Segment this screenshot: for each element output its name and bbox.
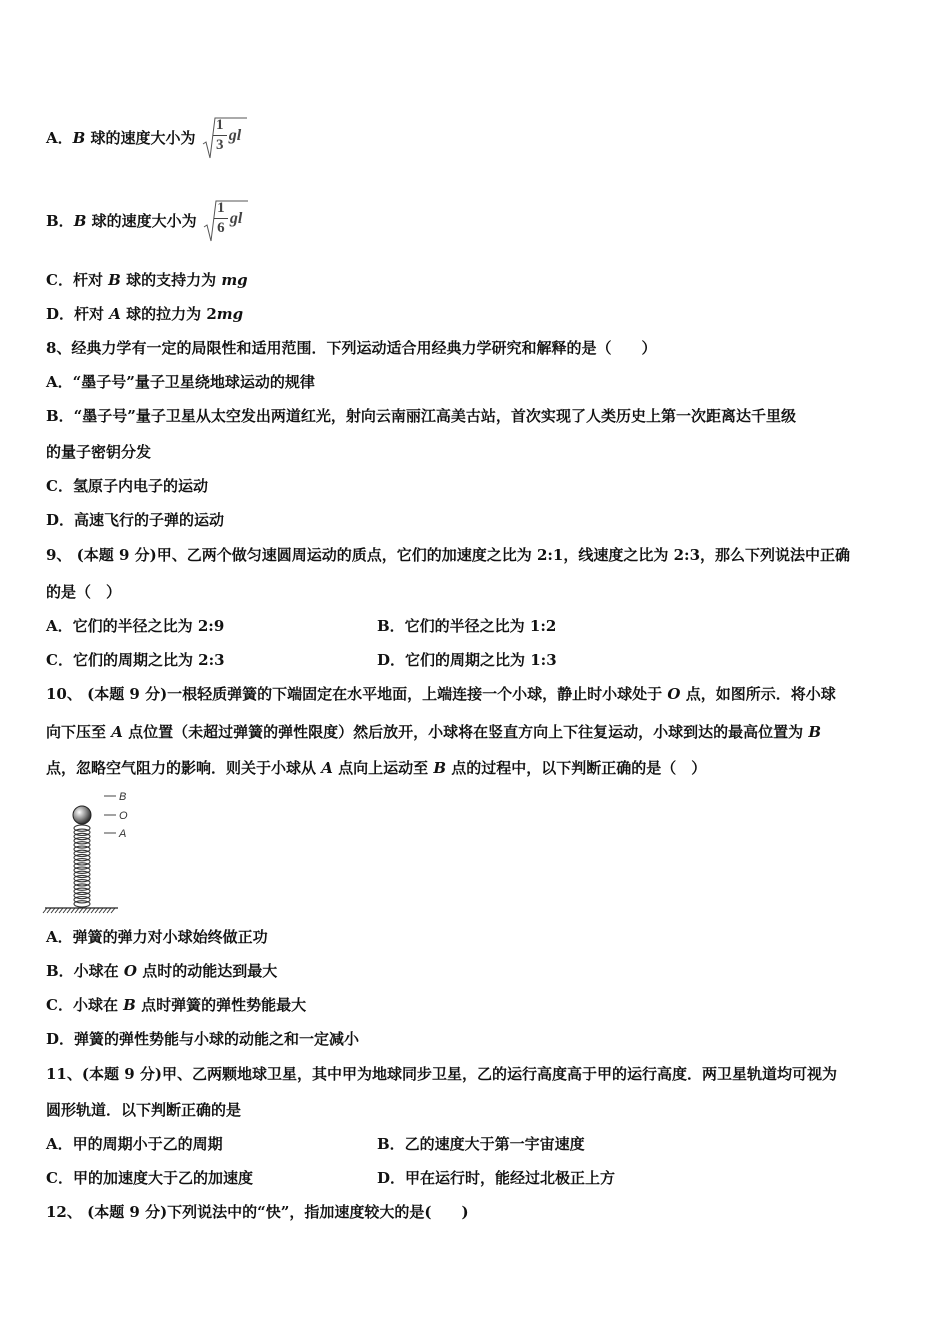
hatch-line: [67, 908, 71, 913]
hatch-line: [91, 908, 95, 913]
q8-option-b-line1: B．“墨子号”量子卫星从太空发出两道红光，射向云南丽江高美古站，首次实现了人类历史上第一次距离达千里级: [46, 407, 796, 425]
hatch-line: [59, 908, 63, 913]
q11-option-a: A．甲的周期小于乙的周期: [46, 1135, 223, 1153]
sqrt-one-third-gl: $\frac{1}{3}$ gl: [201, 114, 249, 164]
q10-stem-line2: 向下压至 A 点位置（未超过弹簧的弹性限度）然后放开，小球将在竖直方向上下往复运动，小球到达的最高位置为 B: [46, 723, 822, 741]
hatch-line: [51, 908, 55, 913]
q8-option-a: A．“墨子号”量子卫星绕地球运动的规律: [46, 373, 315, 391]
q10-option-b: B．小球在 O 点时的动能达到最大: [46, 962, 278, 980]
label-b: B: [119, 791, 127, 803]
q10-option-a: A．弹簧的弹力对小球始终做正功: [46, 928, 268, 946]
q7-option-d: D．杆对 A 球的拉力为 2mg: [46, 305, 244, 323]
hatch-line: [63, 908, 67, 913]
q10-option-c: C．小球在 B 点时弹簧的弹性势能最大: [46, 996, 307, 1014]
q9-stem-line2: 的是（ ）: [46, 583, 122, 601]
q11-stem-line1: 11、(本题 9 分)甲、乙两颗地球卫星，其中甲为地球同步卫星，乙的运行高度高于甲的运行高度．两卫星轨道均可视为: [46, 1065, 837, 1083]
q8-stem: 8、经典力学有一定的局限性和适用范围．下列运动适合用经典力学研究和解释的是（ ）: [46, 339, 657, 357]
hatch-line: [111, 908, 115, 913]
spring-coil: [74, 901, 90, 907]
hatch-line: [99, 908, 103, 913]
q12-stem: 12、 (本题 9 分)下列说法中的“快”，指加速度较大的是( ): [46, 1203, 469, 1221]
q10-option-d: D．弹簧的弹性势能与小球的动能之和一定减小: [46, 1030, 360, 1048]
q11-stem-line2: 圆形轨道．以下判断正确的是: [46, 1101, 242, 1119]
q9-option-d: D．它们的周期之比为 1:3: [377, 651, 557, 669]
hatch-line: [87, 908, 91, 913]
spring-ball-figure: [42, 786, 152, 916]
hatch-line: [103, 908, 107, 913]
q10-stem-line1: 10、 (本题 9 分)一根轻质弹簧的下端固定在水平地面，上端连接一个小球，静止时小球处于 O 点，如图所示．将小球: [46, 685, 836, 703]
hatch-line: [71, 908, 75, 913]
hatch-line: [47, 908, 51, 913]
label-o: O: [119, 810, 128, 822]
hatch-line: [75, 908, 79, 913]
q8-option-b-line2: 的量子密钥分发: [46, 443, 152, 461]
hatch-line: [107, 908, 111, 913]
ground-hatch: [43, 908, 115, 913]
ball: [73, 806, 91, 824]
q11-option-b: B．乙的速度大于第一宇宙速度: [377, 1135, 585, 1153]
hatch-line: [83, 908, 87, 913]
q9-option-c: C．它们的周期之比为 2:3: [46, 651, 225, 669]
q8-option-d: D．高速飞行的子弹的运动: [46, 511, 225, 529]
q11-option-d: D．甲在运行时，能经过北极正上方: [377, 1169, 616, 1187]
q11-option-c: C．甲的加速度大于乙的加速度: [46, 1169, 253, 1187]
q9-stem-line1: 9、 (本题 9 分)甲、乙两个做匀速圆周运动的质点，它们的加速度之比为 2:1，线速度之比为 2:3，那么下列说法中正确: [46, 546, 851, 564]
label-a: A: [119, 828, 127, 840]
spring-coils: [74, 825, 90, 907]
q7-option-c: C．杆对 B 球的支持力为 mg: [46, 271, 248, 289]
q8-option-c: C．氢原子内电子的运动: [46, 477, 208, 495]
hatch-line: [43, 908, 47, 913]
q9-option-b: B．它们的半径之比为 1:2: [377, 617, 557, 635]
q7-option-b: B．B 球的速度大小为 $\frac{1}{6}$ gl: [46, 197, 250, 247]
hatch-line: [55, 908, 59, 913]
q7-option-a: A．B 球的速度大小为 $\frac{1}{3}$ gl: [46, 114, 249, 164]
q9-option-a: A．它们的半径之比为 2:9: [46, 617, 225, 635]
hatch-line: [79, 908, 83, 913]
q10-stem-line3: 点，忽略空气阻力的影响．则关于小球从 A 点向上运动至 B 点的过程中，以下判断正确的是（ ）: [46, 759, 707, 777]
hatch-line: [95, 908, 99, 913]
sqrt-one-sixth-gl: $\frac{1}{6}$ gl: [202, 197, 250, 247]
